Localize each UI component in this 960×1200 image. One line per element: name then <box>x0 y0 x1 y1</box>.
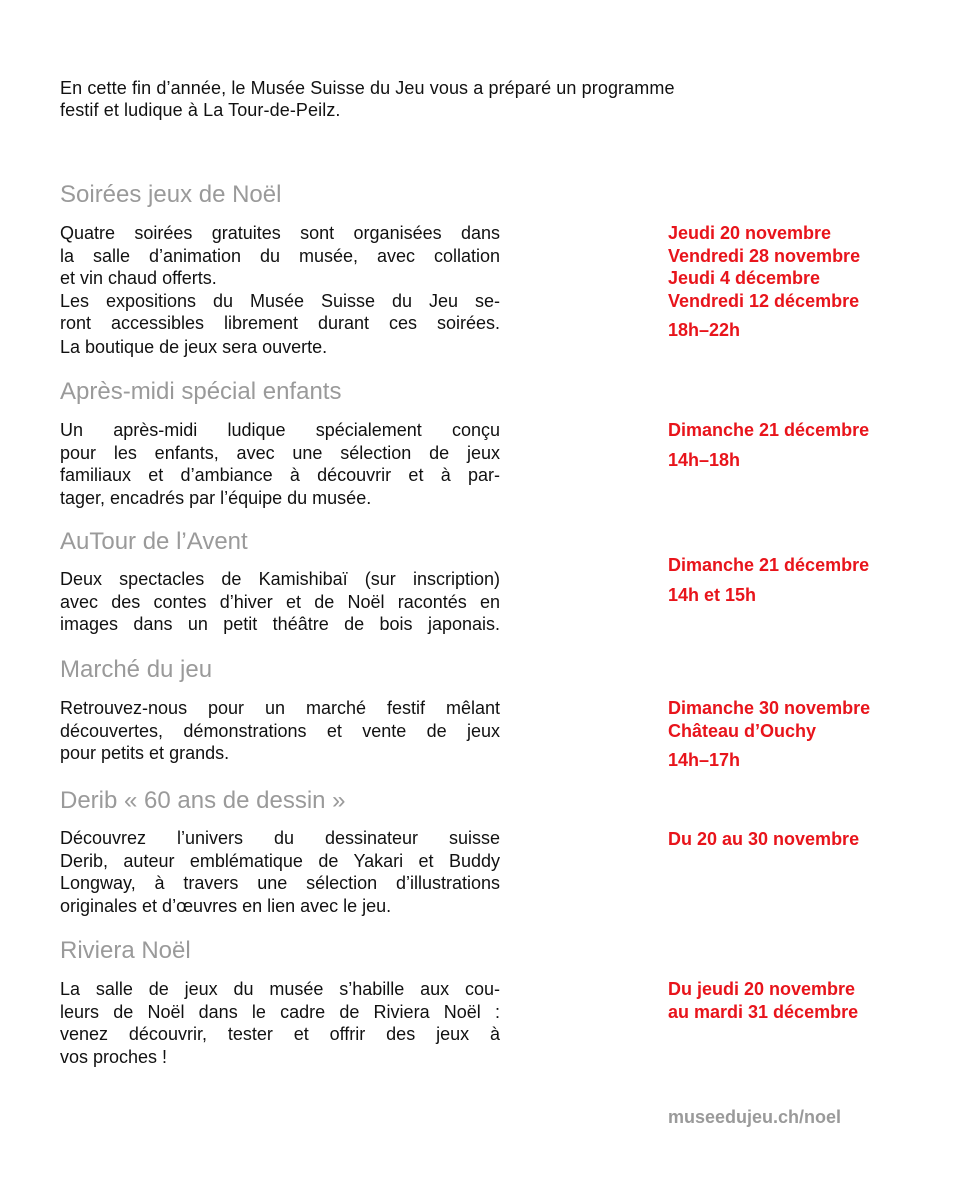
event-time: 14h et 15h <box>668 584 757 605</box>
description-line: ront accessibles librement durant ces soirées. <box>60 313 500 333</box>
intro-paragraph <box>60 77 820 121</box>
description-line: La salle de jeux du musée s’habille aux cou- <box>60 979 500 999</box>
description-line: tager, encadrés par l’équipe du musée. <box>60 487 372 508</box>
event-date: Vendredi 12 décembre <box>668 290 860 311</box>
event-date: Jeudi 4 décembre <box>668 268 821 288</box>
description-line: pour les enfants, avec une sélection de jeux <box>60 442 500 463</box>
event-location: Château d’Ouchy <box>668 720 817 741</box>
description-line: Deux spectacles de Kamishibaï (sur inscription) <box>60 569 500 589</box>
event-date: au mardi 31 décembre <box>668 1001 859 1022</box>
description-line: Retrouvez-nous pour un marché festif mêlant <box>60 698 500 718</box>
description-line: pour petits et grands. <box>60 743 230 763</box>
section-dates <box>668 554 869 606</box>
section-description <box>60 568 500 636</box>
description-line: la salle d’animation du musée, avec collation <box>60 245 500 266</box>
section-description <box>60 978 500 1068</box>
section-dates <box>668 828 859 851</box>
event-time: 14h–18h <box>668 449 741 470</box>
event-date: Dimanche 21 décembre <box>668 420 870 440</box>
section-dates <box>668 419 869 471</box>
description-line: avec des contes d’hiver et de Noël racontés en <box>60 591 500 612</box>
section-title: Soirées jeux de Noël <box>60 181 282 208</box>
section-description <box>60 827 500 917</box>
event-date: Dimanche 30 novembre <box>668 698 871 718</box>
description-line: vos proches ! <box>60 1046 168 1067</box>
event-date: Dimanche 21 décembre <box>668 555 870 575</box>
event-time: 14h–17h <box>668 750 741 770</box>
section-title: AuTour de l’Avent <box>60 528 248 555</box>
description-line: leurs de Noël dans le cadre de Riviera Noël : <box>60 1001 500 1022</box>
section-description <box>60 222 500 358</box>
section-dates <box>668 978 858 1023</box>
event-date: Vendredi 28 novembre <box>668 245 861 266</box>
description-line: et vin chaud offerts. <box>60 268 217 288</box>
description-line: Un après-midi ludique spécialement conçu <box>60 420 500 440</box>
event-date: Du 20 au 30 novembre <box>668 829 860 849</box>
section-title: Après-midi spécial enfants <box>60 378 342 405</box>
event-time: 18h–22h <box>668 320 741 340</box>
description-line: Découvrez l’univers du dessinateur suisse <box>60 828 500 848</box>
section-description <box>60 419 500 509</box>
description-line: images dans un petit théâtre de bois japonais. <box>60 614 500 634</box>
description-line: originales et d’œuvres en lien avec le jeu. <box>60 895 392 916</box>
description-line: venez découvrir, tester et offrir des jeux à <box>60 1024 500 1044</box>
section-dates <box>668 697 870 772</box>
section-title: Derib « 60 ans de dessin » <box>60 787 346 814</box>
description-line: Longway, à travers une sélection d’illustrations <box>60 873 500 893</box>
section-title: Marché du jeu <box>60 656 213 683</box>
description-line: Quatre soirées gratuites sont organisées dans <box>60 223 500 243</box>
section-title: Riviera Noël <box>60 937 191 964</box>
description-line: familiaux et d’ambiance à découvrir et à par- <box>60 465 500 485</box>
intro-line: En cette fin d’année, le Musée Suisse du Jeu vous a préparé un programme <box>60 78 675 98</box>
description-line: Derib, auteur emblématique de Yakari et Buddy <box>60 850 500 871</box>
event-date: Jeudi 20 novembre <box>668 223 832 243</box>
description-line: découvertes, démonstrations et vente de jeux <box>60 720 500 741</box>
event-date: Du jeudi 20 novembre <box>668 979 856 999</box>
website-link[interactable]: museedujeu.ch/noel <box>668 1107 842 1127</box>
description-line: Les expositions du Musée Suisse du Jeu se- <box>60 290 500 311</box>
description-line: La boutique de jeux sera ouverte. <box>60 336 328 357</box>
intro-line: festif et ludique à La Tour-de-Peilz. <box>60 100 341 120</box>
section-dates <box>668 222 860 342</box>
section-description <box>60 697 500 765</box>
